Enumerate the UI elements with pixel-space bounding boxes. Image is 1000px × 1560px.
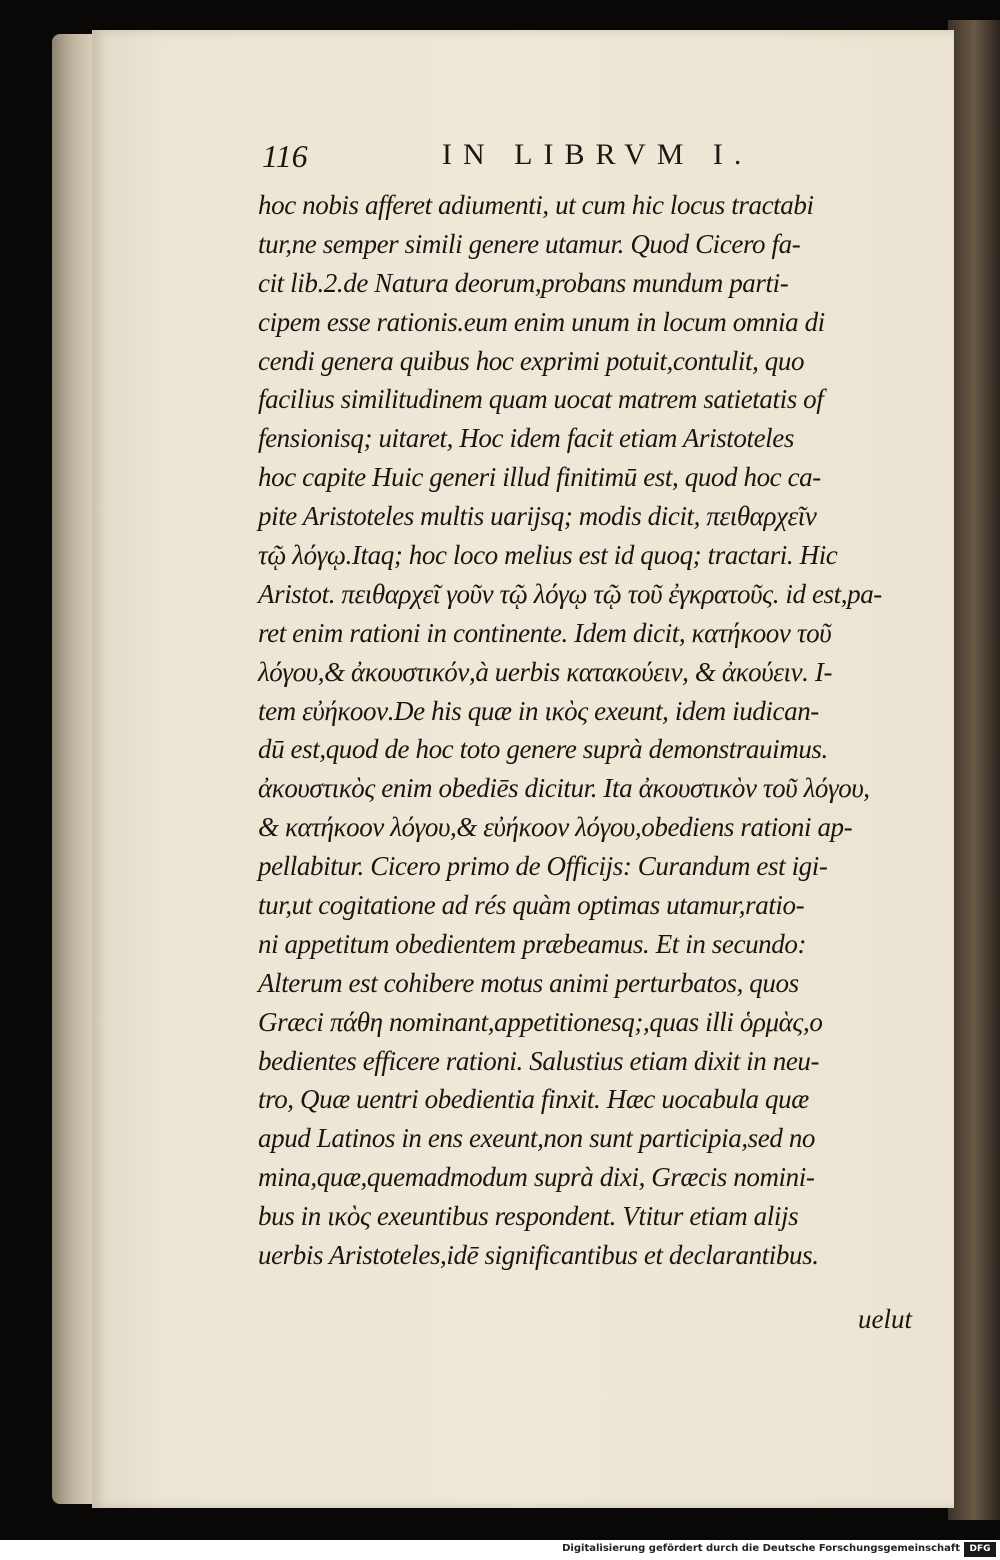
text-line: cipem esse rationis.eum enim unum in locum omnia di [258,306,825,337]
folio-number: 116 [262,138,308,174]
text-line: pellabitur. Cicero primo de Officijs: Curandum est igi- [258,851,828,882]
text-line: tem εὐήκοον.De his quæ in ικὸς exeunt, idem iudican- [258,695,819,726]
text-line: bedientes efficere rationi. Salustius etiam dixit in neu- [258,1045,820,1076]
book-edge-left [52,34,94,1504]
text-line: uerbis Aristoteles,idē significantibus et declarantibus. [258,1240,819,1271]
text-line: Græci πάθη nominant,appetitionesq;,quas illi ὁρμὰς,o [258,1006,823,1037]
text-line: λόγου,& ἀκουστικόν,à uerbis κατακούειν, & ἀκούειν. I- [258,656,833,687]
footer-credit: Digitalisierung gefördert durch die Deutsche Forschungsgemeinschaft [562,1543,960,1554]
text-line: pite Aristoteles multis uarijsq; modis dicit, πειθαρχεῖν [258,501,817,532]
text-line: cendi genera quibus hoc exprimi potuit,contulit, quo [258,345,805,376]
catchword: uelut [858,1304,912,1334]
footer-bar [0,1540,1000,1560]
text-line: ἀκουστικὸς enim obediēs dicitur. Ita ἀκουστικὸν τοῦ λόγου, [258,773,870,804]
text-line: bus in ικὸς exeuntibus respondent. Vtitur etiam alijs [258,1201,799,1232]
running-head: IN LIBRVM I. [442,138,753,171]
text-line: dū est,quod de hoc toto genere suprà demonstrauimus. [258,734,828,765]
text-line: ret enim rationi in continente. Idem dicit, κατήκοον τοῦ [258,617,832,648]
text-line: Aristot. πειθαρχεῖ γοῦν τῷ λόγῳ τῷ τοῦ ἐγκρατοῦς. id est,pa- [258,578,882,609]
text-line: tur,ut cogitatione ad rés quàm optimas utamur,ratio- [258,890,805,921]
text-line: τῷ λόγῳ.Itaq; hoc loco melius est id quoq; tractari. Hic [258,540,838,571]
page-header [262,138,962,178]
text-line: hoc nobis afferet adiumenti, ut cum hic locus tractabi [258,190,814,220]
text-line: hoc capite Huic generi illud finitimū est, quod hoc ca- [258,462,821,493]
text-line: cit lib.2.de Natura deorum,probans mundum parti- [258,267,789,298]
text-line: facilius similitudinem quam uocat matrem satietatis of [258,384,824,415]
text-line: fensionisq; uitaret, Hoc idem facit etiam Aristoteles [258,423,794,454]
text-line: apud Latinos in ens exeunt,non sunt participia,sed no [258,1123,816,1154]
text-line: ni appetitum obedientem præbeamus. Et in secundo: [258,928,807,959]
text-line: tro, Quæ uentri obedientia finxit. Hæc uocabula quæ [258,1084,809,1115]
text-line: mina,quæ,quemadmodum suprà dixi, Græcis nomini- [258,1162,815,1193]
text-line: Alterum est cohibere motus animi perturbatos, quos [258,967,799,998]
text-block [258,186,950,1275]
text-line: tur,ne semper simili genere utamur. Quod Cicero fa- [258,228,801,259]
dfg-logo: DFG [964,1542,996,1557]
book-edge-right [948,20,1000,1520]
text-line: & κατήκοον λόγου,& εὐήκοον λόγου,obediens rationi ap- [258,812,853,843]
